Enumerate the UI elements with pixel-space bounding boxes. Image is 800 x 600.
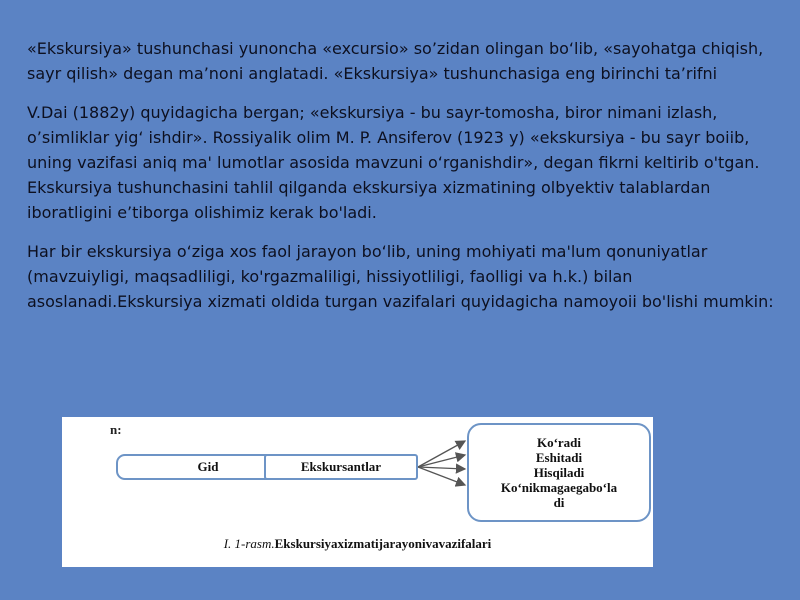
arrow-to-koradi [418, 441, 465, 467]
ekskursantlar-label: Ekskursantlar [300, 459, 382, 474]
arrow-to-hisqiladi [418, 467, 465, 469]
function-koradi: Ko‘radi [536, 435, 582, 450]
function-hisqiladi: Hisqiladi [533, 465, 585, 480]
function-konikma-cont: di [553, 495, 565, 510]
ekskursantlar-box [264, 454, 418, 480]
gid-label: Gid [197, 459, 219, 474]
text-block [27, 36, 777, 328]
caption-number: I. 1-rasm. [223, 536, 275, 551]
function-konikma: Ko‘nikmagaegabo‘la [500, 480, 618, 495]
process-diagram [62, 417, 653, 567]
figure-caption [62, 536, 653, 552]
function-eshitadi: Eshitadi [535, 450, 583, 465]
functions-box [467, 423, 651, 522]
caption-title: Ekskursiyaxizmatijarayonivavazifalari [274, 536, 492, 551]
paragraph-2: V.Dai (1882y) quyidagicha bergan; «ekskursiya - bu sayr-tomosha, biror nimani izlash, o’simliklar yig‘ ishdir». Rossiyalik olim M. P. Ansiferov (1923 y) «ekskursiya - bu sayr boiib, uning vazifasi aniq ma' lumotlar asosida mavzuni o‘rganishdir», degan fikrni keltirib o'tgan. Ekskursiya tushunchasini tahlil qilganda ekskursiya xizmatining olbyektiv talablardan iboratligini e’tiborga olishimiz kerak bo'ladi. [27, 103, 760, 222]
arrow-to-konikma [418, 467, 465, 485]
figure-label: n: [110, 422, 122, 437]
arrow-to-eshitadi [418, 455, 465, 467]
paragraph-1: «Ekskursiya» tushunchasi yunoncha «excursio» so’zidan olingan bo‘lib, «sayohatga chiqish, sayr qilish» degan ma’noni anglatadi. «Ekskursiya» tushunchasiga eng birinchi ta’rifni [27, 39, 764, 83]
paragraph-3: Har bir ekskursiya o‘ziga xos faol jarayon bo‘lib, uning mohiyati ma'lum qonuniyatlar (mavzuiyligi, maqsadliligi, ko'rgazmaliligi, hissiyotliligi, faolligi va h.k.) bilan asoslanadi.Ekskursiya xizmati oldida turgan vazifalari quyidagicha namoyoii bo'lishi mumkin: [27, 242, 774, 311]
